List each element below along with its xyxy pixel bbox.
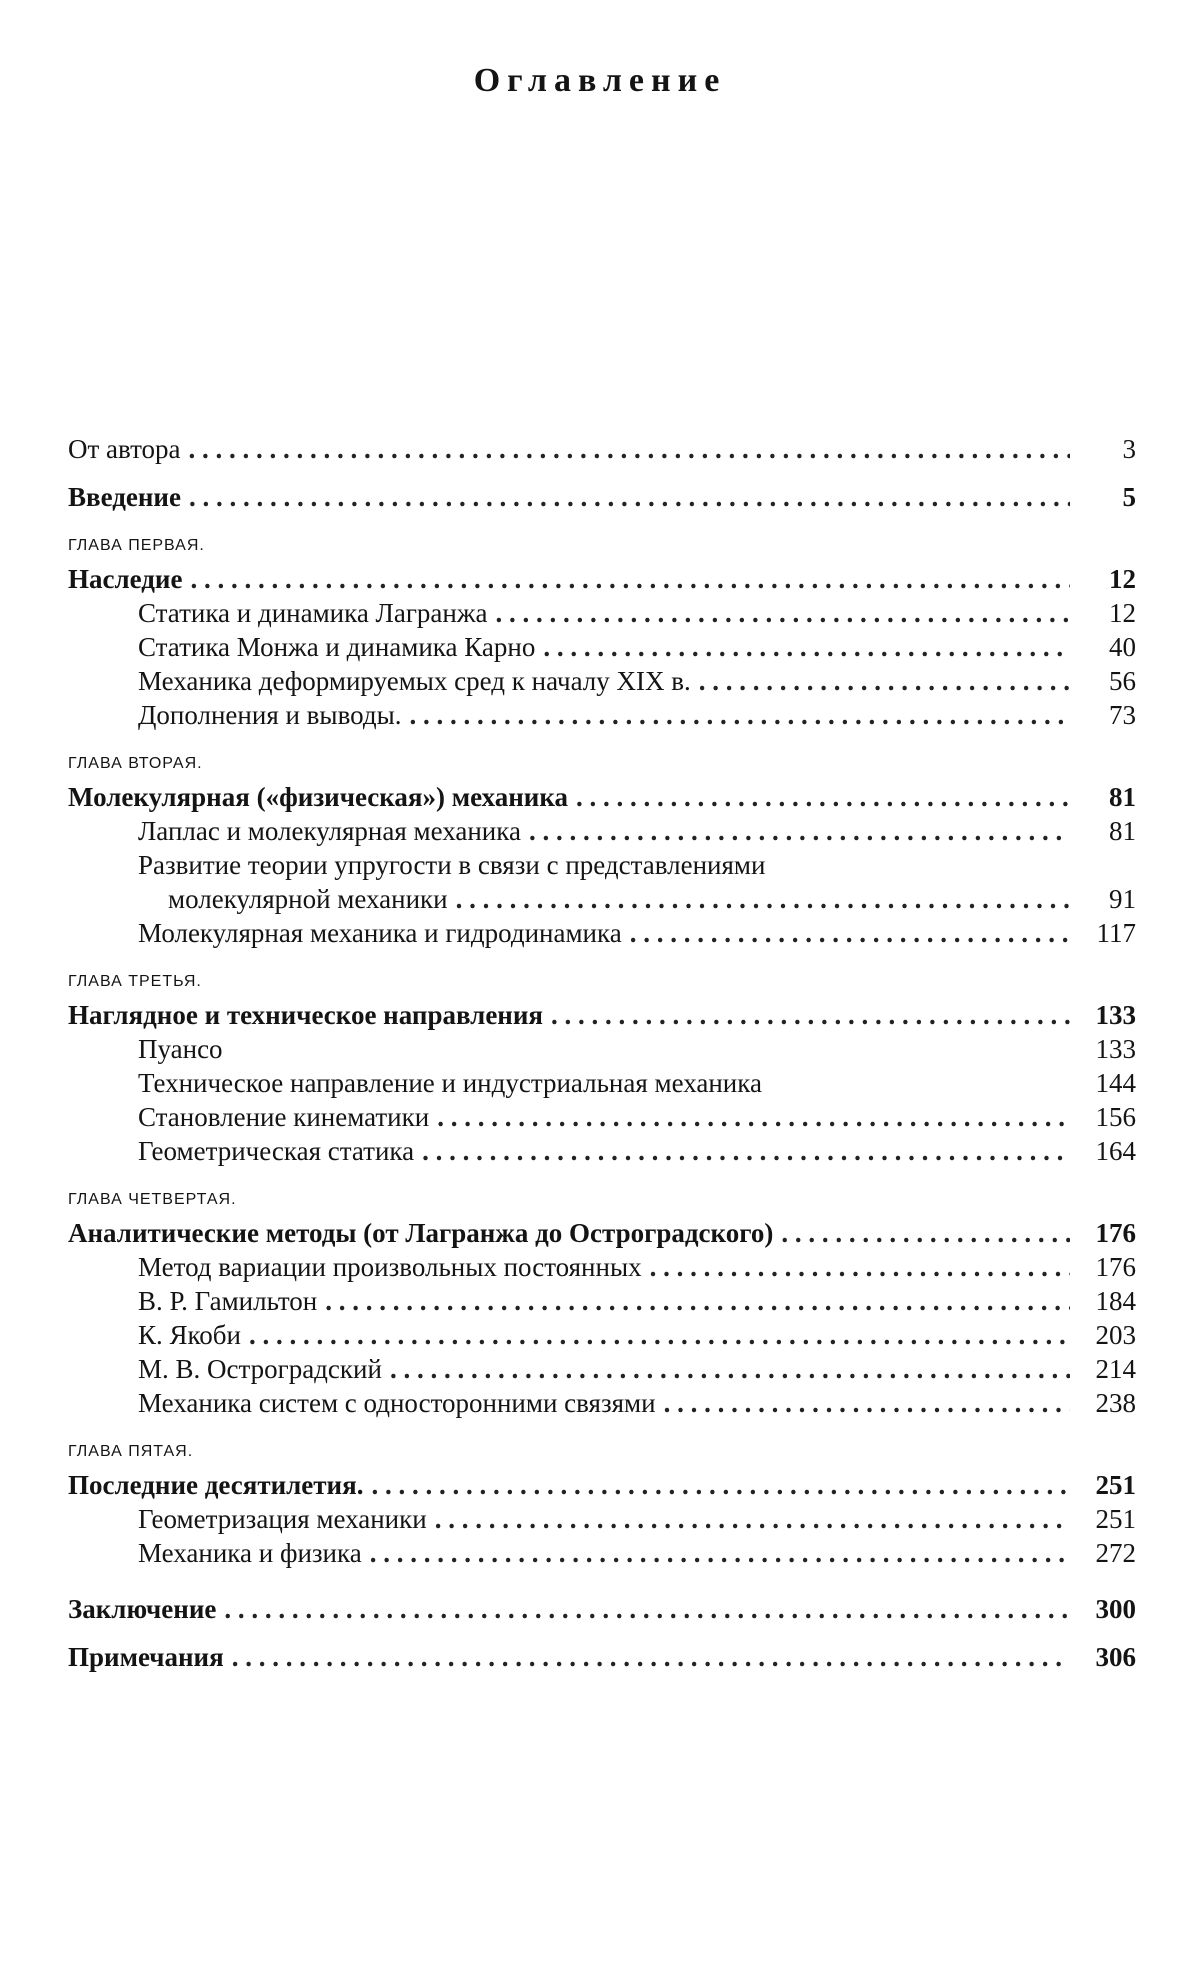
toc-section[interactable]: [68, 1352, 1136, 1386]
toc-section-continuation[interactable]: [68, 882, 1136, 916]
toc-page-number: 203: [1095, 1320, 1136, 1350]
chapter-label: ГЛАВА ВТОРАЯ.: [68, 755, 203, 772]
toc-entry-label: Введение: [68, 482, 181, 512]
toc-entry-introduction[interactable]: [68, 480, 1136, 514]
toc-entry-label: Дополнения и выводы.: [138, 700, 402, 730]
dot-leader: [781, 1216, 1070, 1250]
toc-entry-label: Пуансо: [138, 1034, 223, 1064]
dot-leader: [189, 432, 1070, 466]
toc-entry-label: Аналитические методы (от Лагранжа до Остроградского): [68, 1218, 774, 1248]
toc-section[interactable]: [68, 1066, 1136, 1100]
toc-section[interactable]: [68, 630, 1136, 664]
toc-entry-label: К. Якоби: [138, 1320, 241, 1350]
toc-page-number: 251: [1095, 1504, 1136, 1534]
toc-page-number: 40: [1109, 632, 1136, 662]
dot-leader: [435, 1502, 1070, 1536]
toc-page-number: 251: [1095, 1470, 1136, 1500]
toc-entry-label: Наследие: [68, 564, 183, 594]
dot-leader: [390, 1352, 1070, 1386]
toc-page-number: 238: [1095, 1388, 1136, 1418]
dot-leader: [190, 562, 1070, 596]
toc-page-number: 176: [1095, 1252, 1136, 1282]
toc-chapter-title[interactable]: [68, 780, 1136, 814]
toc-chapter-title[interactable]: [68, 998, 1136, 1032]
toc-page-number: 73: [1109, 700, 1136, 730]
toc-entry-label: Механика и физика: [138, 1538, 362, 1568]
toc-entry-label: Механика систем с односторонними связями: [138, 1388, 656, 1418]
toc-entry-label-continuation: молекулярной механики: [168, 884, 448, 914]
toc-entry-conclusion[interactable]: [68, 1592, 1136, 1626]
toc-section[interactable]: [68, 1032, 1136, 1066]
toc-page-number: 56: [1109, 666, 1136, 696]
chapter-label: ГЛАВА ЧЕТВЕРТАЯ.: [68, 1191, 237, 1208]
toc-page-number: 5: [1122, 482, 1136, 512]
toc-entry-label: Техническое направление и индустриальная механика: [138, 1068, 762, 1098]
toc-page-number: 176: [1095, 1218, 1136, 1248]
dot-leader: [410, 698, 1071, 732]
toc-chapter-title[interactable]: [68, 1468, 1136, 1502]
toc-section[interactable]: [68, 814, 1136, 848]
dot-leader: [551, 998, 1070, 1032]
toc-page-number: 144: [1095, 1068, 1136, 1098]
toc-entry-from-author[interactable]: [68, 432, 1136, 466]
dot-leader: [630, 916, 1070, 950]
toc-entry-label: Геометризация механики: [138, 1504, 427, 1534]
dot-leader: [456, 882, 1070, 916]
toc-entry-label: Наглядное и техническое направления: [68, 1000, 544, 1030]
toc-entry-label: Лаплас и молекулярная механика: [138, 816, 521, 846]
table-of-contents: [68, 432, 1136, 1674]
toc-page-number: 300: [1095, 1594, 1136, 1624]
toc-section[interactable]: [68, 1284, 1136, 1318]
dot-leader: [422, 1134, 1070, 1168]
toc-page-number: 133: [1095, 1000, 1136, 1030]
toc-section[interactable]: [68, 1134, 1136, 1168]
toc-entry-label: Статика и динамика Лагранжа: [138, 598, 488, 628]
dot-leader: [529, 814, 1070, 848]
toc-page-number: 117: [1096, 918, 1136, 948]
toc-page-number: 91: [1109, 884, 1136, 914]
toc-entry-label: Примечания: [68, 1642, 224, 1672]
dot-leader: [371, 1468, 1070, 1502]
toc-section[interactable]: [68, 1250, 1136, 1284]
dot-leader: [496, 596, 1071, 630]
toc-section[interactable]: [68, 1502, 1136, 1536]
toc-section[interactable]: [68, 916, 1136, 950]
toc-chapter-title[interactable]: [68, 562, 1136, 596]
toc-entry-label: От автора: [68, 434, 181, 464]
toc-entry-label: Становление кинематики: [138, 1102, 430, 1132]
toc-section[interactable]: [68, 1100, 1136, 1134]
dot-leader: [189, 480, 1070, 514]
dot-leader: [437, 1100, 1070, 1134]
toc-page-number: 12: [1109, 564, 1136, 594]
chapter-label: ГЛАВА ПЯТАЯ.: [68, 1443, 194, 1460]
toc-chapter-title[interactable]: [68, 1216, 1136, 1250]
toc-section[interactable]: [68, 1386, 1136, 1420]
toc-page-number: 133: [1095, 1034, 1136, 1064]
toc-page-number: 81: [1109, 816, 1136, 846]
toc-page-number: 184: [1095, 1286, 1136, 1316]
toc-section[interactable]: [68, 1318, 1136, 1352]
dot-leader: [224, 1592, 1070, 1626]
toc-section[interactable]: [68, 664, 1136, 698]
toc-entry-label: Молекулярная («физическая») механика: [68, 782, 568, 812]
toc-entry-label: Геометрическая статика: [138, 1136, 415, 1166]
dot-leader: [650, 1250, 1070, 1284]
toc-entry-label: Развитие теории упругости в связи с представлениями: [138, 850, 766, 880]
toc-page-number: 81: [1109, 782, 1136, 812]
toc-page-number: 3: [1122, 434, 1136, 464]
chapter-label: ГЛАВА ТРЕТЬЯ.: [68, 973, 202, 990]
toc-section[interactable]: [68, 698, 1136, 732]
dot-leader: [232, 1640, 1070, 1674]
toc-entry-label: Метод вариации произвольных постоянных: [138, 1252, 642, 1282]
toc-entry-label: Молекулярная механика и гидродинамика: [138, 918, 622, 948]
toc-entry-label: Заключение: [68, 1594, 217, 1624]
dot-leader: [699, 664, 1070, 698]
toc-entry-label: В. Р. Гамильтон: [138, 1286, 318, 1316]
toc-section[interactable]: [68, 596, 1136, 630]
toc-entry-label: Механика деформируемых сред к началу XIX в.: [138, 666, 691, 696]
toc-page-number: 12: [1109, 598, 1136, 628]
toc-entry-label: М. В. Остроградский: [138, 1354, 382, 1384]
dot-leader: [370, 1536, 1070, 1570]
toc-page-number: 156: [1095, 1102, 1136, 1132]
toc-page-number: 306: [1095, 1642, 1136, 1672]
dot-leader: [325, 1284, 1070, 1318]
toc-section[interactable]: [68, 848, 1136, 882]
dot-leader: [543, 630, 1070, 664]
toc-page-number: 272: [1095, 1538, 1136, 1568]
toc-entry-label: Статика Монжа и динамика Карно: [138, 632, 536, 662]
dot-leader: [576, 780, 1070, 814]
chapter-label: ГЛАВА ПЕРВАЯ.: [68, 537, 205, 554]
page-title: Оглавление: [473, 62, 727, 99]
dot-leader: [664, 1386, 1070, 1420]
toc-section[interactable]: [68, 1536, 1136, 1570]
toc-entry-notes[interactable]: [68, 1640, 1136, 1674]
toc-entry-label: Последние десятилетия.: [68, 1470, 364, 1500]
dot-leader: [249, 1318, 1070, 1352]
toc-page-number: 214: [1095, 1354, 1136, 1384]
toc-page-number: 164: [1095, 1136, 1136, 1166]
